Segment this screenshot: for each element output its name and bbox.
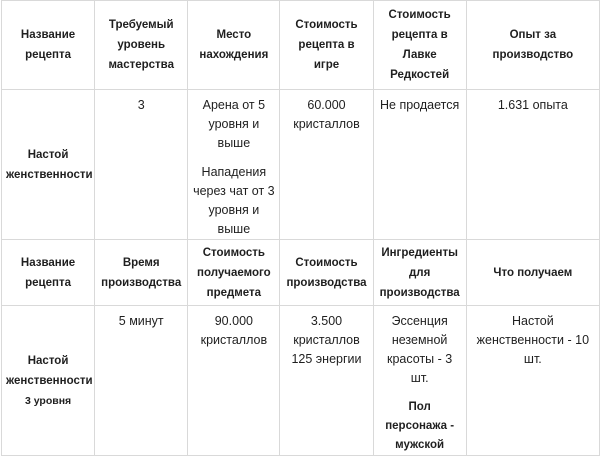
recipe-table [1, 0, 600, 456]
mastery-level-cell: 3 [95, 90, 188, 240]
result-cell: Настой женственности - 10 шт. [466, 306, 599, 456]
rare-shop-price-cell: Не продается [373, 90, 466, 240]
header-cell-recipe-name: Название рецепта [2, 1, 95, 90]
header-cell-location: Место нахождения [188, 1, 280, 90]
recipe-name: Настой женственности [6, 354, 93, 387]
header-cell-rare-shop-price: Стоимость рецепта в Лавке Редкостей [373, 1, 466, 90]
recipe-level: 3 уровня [24, 394, 72, 407]
ingredient-essence: Эссенция неземной красоты - 3 шт. [387, 314, 453, 385]
header-cell-mastery-level: Требуемый уровень мастерства [95, 1, 188, 90]
header-cell-production-cost: Стоимость производства [280, 240, 373, 306]
header-cell-experience: Опыт за производство [466, 1, 599, 90]
table-row [2, 306, 600, 456]
item-price-cell: 90.000 кристаллов [188, 306, 280, 456]
location-cell [188, 90, 280, 240]
header-cell-recipe-name: Название рецепта [2, 240, 95, 306]
production-cost-energy: 125 энергии [291, 352, 362, 366]
header-cell-result: Что получаем [466, 240, 599, 306]
recipe-name-cell: Настой женственности [2, 90, 95, 240]
location-chat-attacks: Нападения через чат от 3 уровня и выше [193, 165, 275, 236]
experience-cell: 1.631 опыта [466, 90, 599, 240]
production-cost-cell [280, 306, 373, 456]
header-row [2, 240, 600, 306]
location-arena: Арена от 5 уровня и выше [202, 98, 266, 150]
header-cell-production-time: Время производства [95, 240, 188, 306]
header-row [2, 1, 600, 90]
ingredients-cell [373, 306, 466, 456]
production-time-cell: 5 минут [95, 306, 188, 456]
ingredient-gender: Пол персонажа - мужской [385, 401, 455, 451]
table-row [2, 90, 600, 240]
game-price-cell: 60.000 кристаллов [280, 90, 373, 240]
recipe-name-cell [2, 306, 95, 456]
header-cell-item-price: Стоимость получаемого предмета [188, 240, 280, 306]
header-cell-ingredients: Ингредиенты для производства [373, 240, 466, 306]
production-cost-crystals: 3.500 кристаллов [293, 314, 360, 347]
header-cell-game-price: Стоимость рецепта в игре [280, 1, 373, 90]
